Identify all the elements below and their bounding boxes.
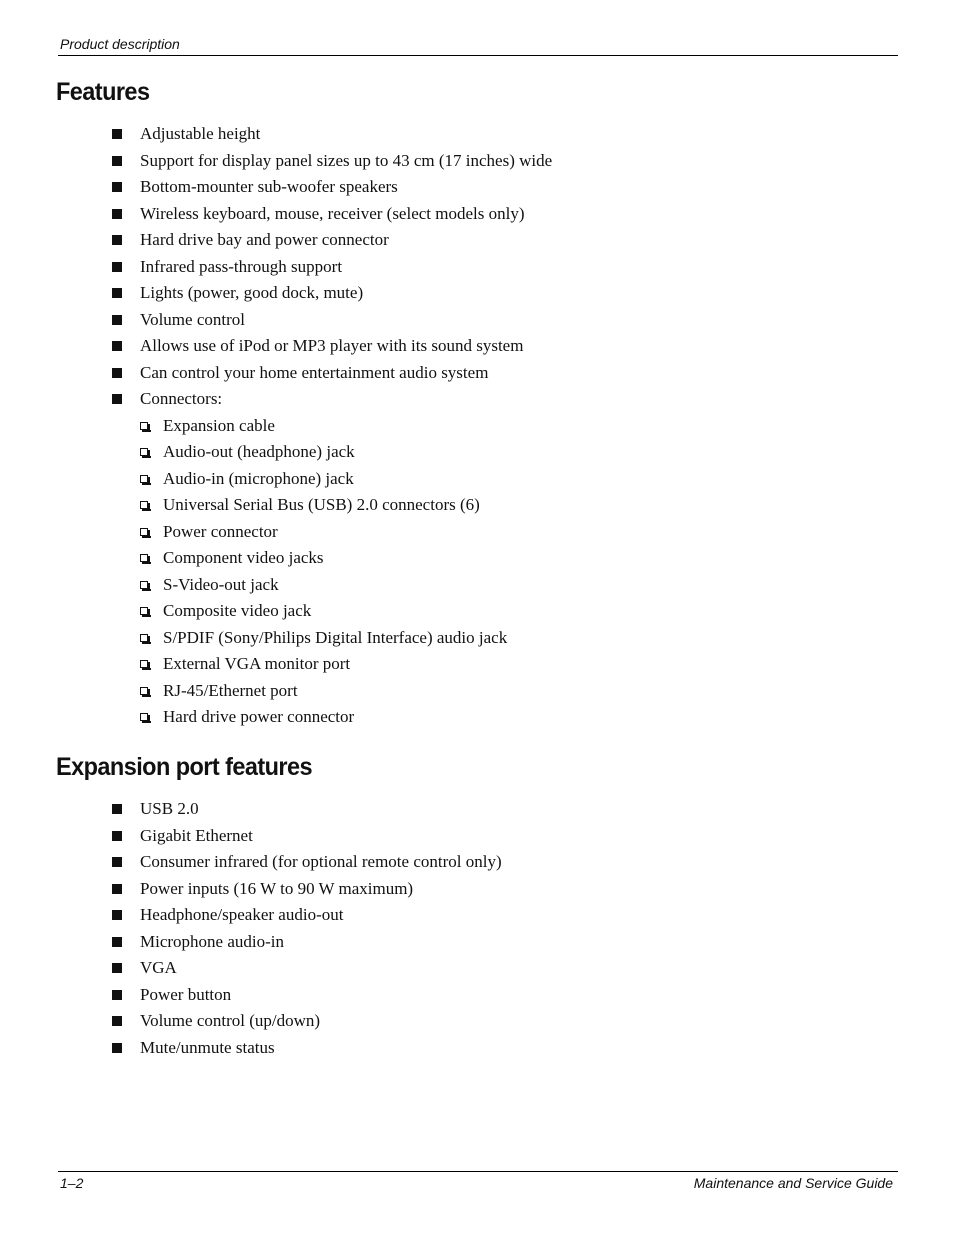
box-bullet-icon: [140, 713, 148, 721]
square-bullet-icon: [112, 182, 122, 192]
box-bullet-icon: [140, 607, 148, 615]
list-item: [0, 333, 552, 360]
box-bullet-icon: [140, 528, 148, 536]
sub-list-item-text: Audio-out (headphone) jack: [163, 442, 355, 461]
sub-list-item-text: Audio-in (microphone) jack: [163, 468, 354, 488]
sub-list-item: [0, 572, 552, 599]
square-bullet-icon: [112, 315, 122, 325]
sub-list-item-text: S-Video-out jack: [163, 574, 279, 594]
features-heading: Features: [56, 78, 150, 106]
list-item: [0, 121, 552, 148]
square-bullet-icon: [112, 368, 122, 378]
list-item-text: Microphone audio-in: [140, 931, 284, 951]
sub-list-item-text: S/PDIF (Sony/Philips Digital Interface) audio jack: [163, 627, 508, 647]
list-item: [0, 796, 502, 823]
square-bullet-icon: [112, 156, 122, 166]
square-bullet-icon: [112, 209, 122, 219]
expansion-port-features-list: [0, 796, 502, 1061]
square-bullet-icon: [112, 129, 122, 139]
box-bullet-icon: [140, 475, 148, 483]
square-bullet-icon: [112, 831, 122, 841]
sub-list-item: [0, 492, 552, 519]
square-bullet-icon: [112, 910, 122, 920]
sub-list-item-text: Expansion cable: [163, 415, 275, 435]
list-item: [0, 201, 552, 228]
list-item-text: Wireless keyboard, mouse, receiver (select models only): [140, 203, 525, 223]
sub-list-item: [0, 704, 552, 731]
list-item-text: Connectors:: [140, 389, 223, 408]
running-footer: [58, 1171, 898, 1193]
list-item-text: Lights (power, good dock, mute): [140, 283, 364, 302]
running-header: [58, 34, 898, 56]
list-item-text: Support for display panel sizes up to 43 cm (17 inches) wide: [140, 150, 553, 170]
expansion-port-features-heading: Expansion port features: [56, 753, 313, 781]
list-item-text: VGA: [140, 958, 177, 977]
list-item: [0, 174, 552, 201]
list-item: [0, 955, 502, 982]
list-item-text: Volume control: [140, 309, 245, 329]
list-item-text: Mute/unmute status: [140, 1037, 275, 1057]
list-item-text: Consumer infrared (for optional remote control only): [140, 852, 502, 871]
sub-list-item: [0, 439, 552, 466]
sub-list-item: [0, 519, 552, 546]
guide-title: Maintenance and Service Guide: [693, 1175, 893, 1191]
list-item: [0, 1008, 502, 1035]
square-bullet-icon: [112, 804, 122, 814]
square-bullet-icon: [112, 341, 122, 351]
sub-list-item: [0, 651, 552, 678]
list-item: [0, 307, 552, 334]
list-item: [0, 227, 552, 254]
page-number: 1–2: [60, 1175, 84, 1191]
list-item: [0, 386, 552, 413]
sub-list-item: [0, 678, 552, 705]
sub-list-item: [0, 625, 552, 652]
list-item: [0, 823, 502, 850]
box-bullet-icon: [140, 501, 148, 509]
sub-list-item-text: RJ-45/Ethernet port: [163, 680, 298, 700]
list-item-text: Infrared pass-through support: [140, 256, 343, 276]
list-item: [0, 929, 502, 956]
list-item: [0, 254, 552, 281]
list-item: [0, 148, 552, 175]
list-item: [0, 280, 552, 307]
list-item-text: Bottom-mounter sub-woofer speakers: [140, 177, 398, 196]
list-item: [0, 1035, 502, 1062]
list-item: [0, 902, 502, 929]
box-bullet-icon: [140, 448, 148, 456]
list-item-text: Power inputs (16 W to 90 W maximum): [140, 878, 414, 898]
list-item: [0, 982, 502, 1009]
list-item-text: Power button: [140, 984, 232, 1004]
sub-list-item: [0, 545, 552, 572]
list-item-text: Gigabit Ethernet: [140, 825, 253, 845]
sub-list-item-text: Power connector: [163, 521, 278, 541]
box-bullet-icon: [140, 687, 148, 695]
square-bullet-icon: [112, 235, 122, 245]
square-bullet-icon: [112, 990, 122, 1000]
sub-list-item-text: Component video jacks: [163, 548, 324, 567]
box-bullet-icon: [140, 634, 148, 642]
list-item-text: Adjustable height: [140, 124, 261, 143]
box-bullet-icon: [140, 660, 148, 668]
square-bullet-icon: [112, 394, 122, 404]
list-item-text: Headphone/speaker audio-out: [140, 905, 344, 924]
sub-list-item-text: External VGA monitor port: [163, 654, 351, 673]
square-bullet-icon: [112, 884, 122, 894]
features-list: [0, 121, 552, 731]
list-item-text: Volume control (up/down): [140, 1011, 321, 1030]
square-bullet-icon: [112, 1016, 122, 1026]
square-bullet-icon: [112, 288, 122, 298]
square-bullet-icon: [112, 1043, 122, 1053]
sub-list-item: [0, 598, 552, 625]
sub-list-item-text: Hard drive power connector: [163, 707, 355, 726]
list-item-text: Hard drive bay and power connector: [140, 230, 389, 249]
box-bullet-icon: [140, 581, 148, 589]
box-bullet-icon: [140, 422, 148, 430]
list-item-text: Can control your home entertainment audio system: [140, 362, 489, 382]
box-bullet-icon: [140, 554, 148, 562]
list-item: [0, 360, 552, 387]
list-item: [0, 849, 502, 876]
sub-list-item-text: Composite video jack: [163, 601, 312, 620]
sub-list-item-text: Universal Serial Bus (USB) 2.0 connectors (6): [163, 495, 480, 514]
square-bullet-icon: [112, 262, 122, 272]
square-bullet-icon: [112, 937, 122, 947]
sub-list-item: [0, 413, 552, 440]
square-bullet-icon: [112, 857, 122, 867]
list-item: [0, 876, 502, 903]
list-item-text: USB 2.0: [140, 799, 199, 818]
square-bullet-icon: [112, 963, 122, 973]
running-header-title: Product description: [60, 36, 180, 52]
sub-list-item: [0, 466, 552, 493]
list-item-text: Allows use of iPod or MP3 player with its sound system: [140, 336, 524, 355]
